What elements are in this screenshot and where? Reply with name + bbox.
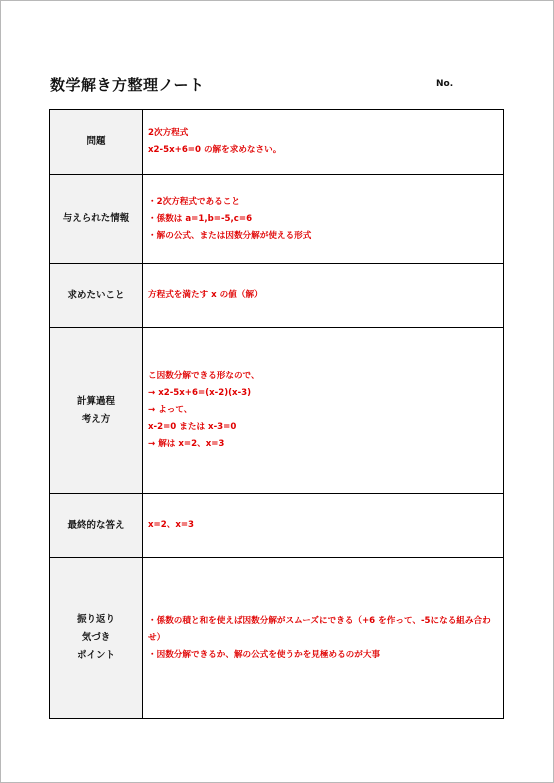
label-line: 計算過程 — [76, 395, 115, 407]
content-line: ・2次方程式であること — [148, 196, 240, 207]
content-line: x-2=0 または x-3=0 — [148, 422, 237, 432]
content-goal — [143, 264, 504, 328]
content-line: ・係数は a=1,b=-5,c=6 — [148, 213, 253, 224]
row-goal — [50, 264, 504, 328]
content-problem — [143, 110, 504, 175]
row-given-info — [50, 175, 504, 264]
label-line: 問題 — [86, 136, 106, 147]
content-line: ・因数分解できるか、解の公式を使うかを見極めるのが大事 — [148, 649, 381, 660]
row-problem — [50, 110, 504, 175]
content-line: ・解の公式、または因数分解が使える形式 — [148, 230, 312, 241]
label-reflection — [50, 558, 143, 719]
label-line: 最終的な答え — [67, 519, 125, 531]
page-title: 数学解き方整理ノート — [50, 76, 205, 94]
row-process — [50, 328, 504, 494]
label-problem — [50, 110, 143, 175]
content-line: ・係数の積と和を使えば因数分解がスムーズにできる（+6 を作って、-5になる組み合わせ） — [148, 615, 491, 643]
content-line: 方程式を満たす x の値（解） — [148, 290, 263, 300]
label-line: 振り返り — [76, 614, 115, 625]
content-answer — [143, 494, 504, 558]
label-line: 考え方 — [81, 413, 111, 425]
label-line: 求めたいこと — [67, 289, 125, 301]
content-process — [143, 328, 504, 494]
number-label: No. — [436, 79, 454, 89]
content-given-info — [143, 175, 504, 264]
content-line: 2次方程式 — [148, 128, 189, 138]
label-line: 与えられた情報 — [62, 213, 130, 224]
label-line: ポイント — [76, 650, 115, 661]
content-line: → 解は x=2、x=3 — [148, 439, 225, 449]
content-line: x2-5x+6=0 の解を求めなさい。 — [148, 145, 282, 155]
content-reflection — [143, 558, 504, 719]
label-goal — [50, 264, 143, 328]
row-answer — [50, 494, 504, 558]
content-line: こ因数分解できる形なので、 — [148, 371, 260, 381]
row-reflection — [50, 558, 504, 719]
content-line: → よって、 — [148, 405, 193, 415]
label-process — [50, 328, 143, 494]
label-given-info — [50, 175, 143, 264]
content-line: → x2-5x+6=(x-2)(x-3) — [148, 388, 252, 398]
label-answer — [50, 494, 143, 558]
label-line: 気づき — [81, 632, 111, 643]
content-line: x=2、x=3 — [148, 520, 195, 530]
notes-table — [49, 109, 504, 719]
